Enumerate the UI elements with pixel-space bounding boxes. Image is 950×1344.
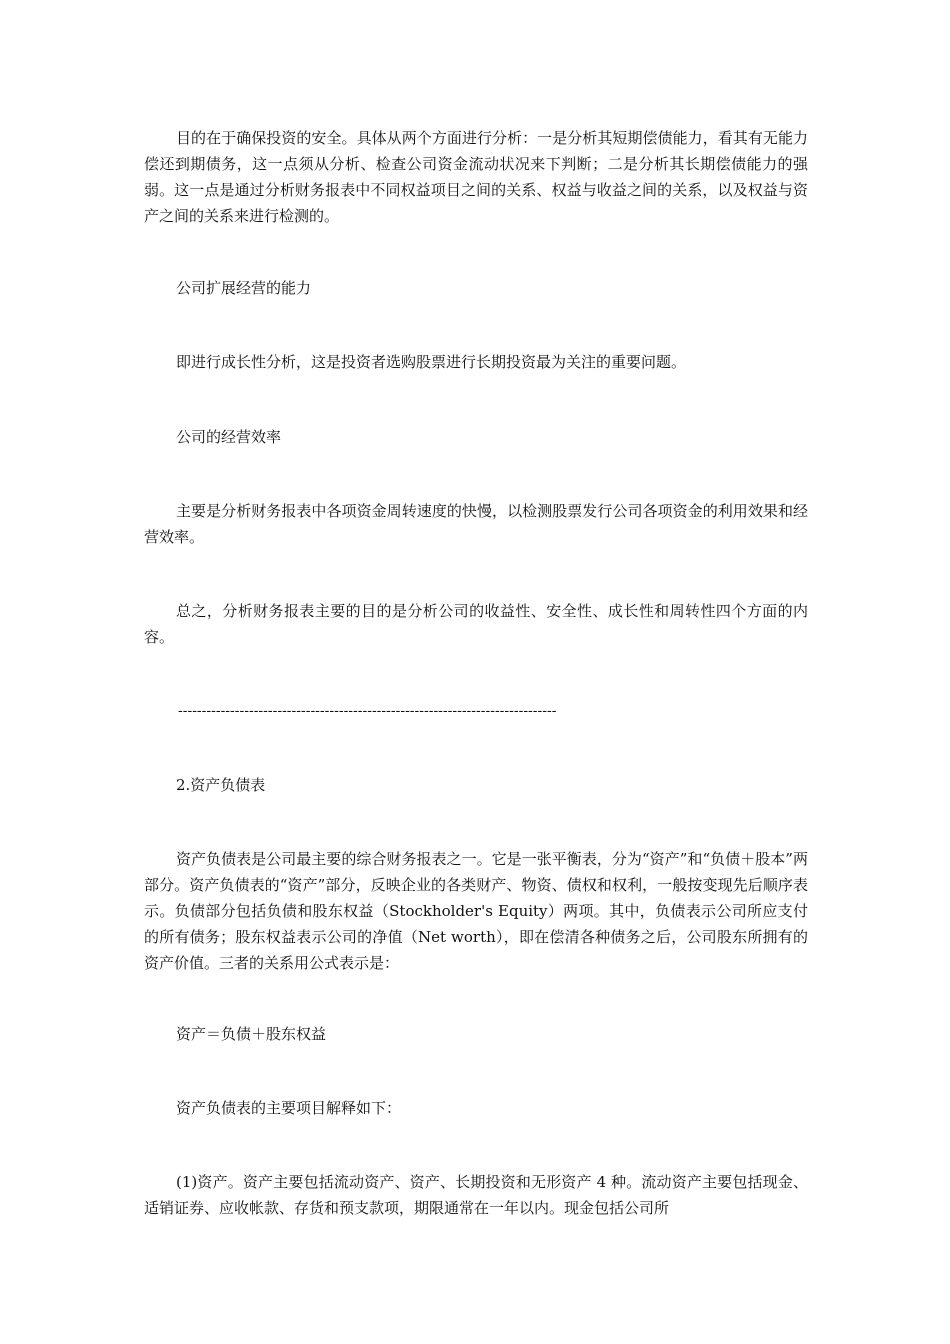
paragraph-safety-analysis: 目的在于确保投资的安全。具体从两个方面进行分析：一是分析其短期偿债能力，看其有无能力偿还到期债务，这一点须从分析、检查公司资金流动状况来下判断；二是分析其长期偿债能力的强弱。这一点是通过分析财务报表中不同权益项目之间的关系、权益与收益之间的关系，以及权益与资产之间的关系来进行检测的。 — [144, 129, 808, 225]
paragraph-growth-analysis: 即进行成长性分析，这是投资者选购股票进行长期投资最为关注的重要问题。 — [176, 353, 687, 371]
heading-operating-efficiency: 公司的经营效率 — [176, 428, 282, 446]
paragraph-efficiency-analysis: 主要是分析财务报表中各项资金周转速度的快慢，以检测股票发行公司各项资金的利用效果和经营效率。 — [144, 502, 808, 546]
paragraph-items-intro: 资产负债表的主要项目解释如下： — [176, 1099, 402, 1117]
section-divider: -------------------------------------------------------------------------------- — [178, 703, 557, 719]
paragraph-balance-sheet-intro: 资产负债表是公司最主要的综合财务报表之一。它是一张平衡表，分为“资产”和“负债＋股本”两部分。资产负债表的“资产”部分，反映企业的各类财产、物资、债权和权利，一般按变现先后顺序表示。负债部分包括负债和股东权益（Stockholder's Equity）两项。其中，负债表示公司所应支付的所有债务；股东权益表示公司的净值（Net worth），即在偿清各种债务之后，公司股东所拥有的资产价值。三者的关系用公式表示是： — [144, 850, 808, 972]
document-page — [144, 0, 808, 1344]
paragraph-summary: 总之，分析财务报表主要的目的是分析公司的收益性、安全性、成长性和周转性四个方面的内容。 — [144, 602, 808, 646]
section-title-balance-sheet: 2.资产负债表 — [176, 776, 266, 794]
formula-assets-equation: 资产＝负债＋股东权益 — [176, 1025, 327, 1043]
heading-expansion-ability: 公司扩展经营的能力 — [176, 279, 312, 297]
paragraph-assets-definition: (1)资产。资产主要包括流动资产、资产、长期投资和无形资产 4 种。流动资产主要包括现金、适销证券、应收帐款、存货和预支款项，期限通常在一年以内。现金包括公司所 — [144, 1173, 808, 1217]
